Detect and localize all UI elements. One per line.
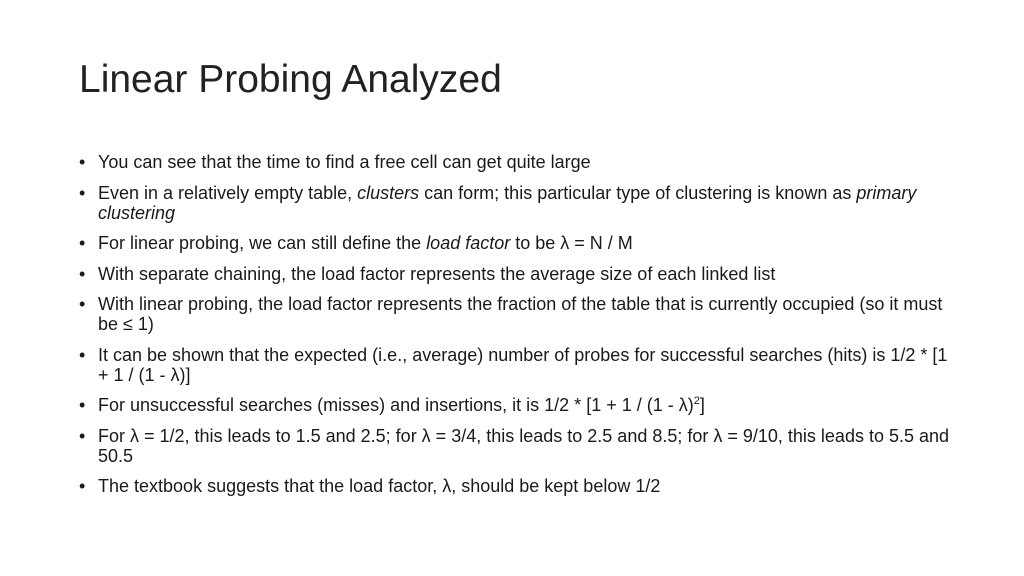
bullet-superscript: 2 xyxy=(693,395,700,407)
bullet-item xyxy=(79,395,959,415)
bullet-text: can form; this particular type of clustering is known as xyxy=(419,182,857,203)
bullet-dot-icon: • xyxy=(79,294,86,314)
slide-title: Linear Probing Analyzed xyxy=(79,58,502,101)
bullet-text: You can see that the time to find a free cell can get quite large xyxy=(98,152,591,172)
bullet-dot-icon: • xyxy=(79,476,86,496)
bullet-emphasis: clusters xyxy=(357,182,420,203)
bullet-item xyxy=(79,183,959,223)
bullet-item xyxy=(79,152,959,172)
bullet-text: With separate chaining, the load factor represents the average size of each linked list xyxy=(98,263,776,284)
bullet-text: For unsuccessful searches (misses) and insertions, it is 1/2 * [1 + 1 / (1 - λ) xyxy=(98,395,694,415)
bullet-item xyxy=(79,294,959,334)
bullet-text: With linear probing, the load factor represents the fraction of the table that is currently occupied (so it must be ≤ 1) xyxy=(98,294,943,334)
bullet-dot-icon: • xyxy=(79,152,86,172)
bullet-text: ] xyxy=(699,395,705,415)
bullet-dot-icon: • xyxy=(79,233,86,253)
bullet-text: For λ = 1/2, this leads to 1.5 and 2.5; for λ = 3/4, this leads to 2.5 and 8.5; for λ = 9/10, this leads to 5.5 and 50.5 xyxy=(98,425,950,466)
bullet-dot-icon: • xyxy=(79,395,86,415)
bullet-item xyxy=(79,345,959,385)
bullet-item xyxy=(79,264,959,284)
bullet-text: The textbook suggests that the load factor, λ, should be kept below 1/2 xyxy=(98,476,661,496)
bullet-dot-icon: • xyxy=(79,344,86,365)
bullet-item xyxy=(79,233,959,253)
bullet-dot-icon: • xyxy=(79,182,86,203)
bullet-text: It can be shown that the expected (i.e., average) number of probes for successful searches (hits) is 1/2 * [1 + 1 / (1 - λ)] xyxy=(98,344,948,385)
bullet-list xyxy=(79,152,959,507)
bullet-emphasis: load factor xyxy=(426,233,511,253)
bullet-text: to be λ = N / M xyxy=(510,233,633,253)
bullet-text: Even in a relatively empty table, xyxy=(98,182,358,203)
bullet-dot-icon: • xyxy=(79,425,86,446)
bullet-dot-icon: • xyxy=(79,263,86,284)
bullet-text: For linear probing, we can still define the xyxy=(98,233,427,253)
bullet-item xyxy=(79,476,959,496)
bullet-emphasis: primary clustering xyxy=(98,182,917,223)
bullet-item xyxy=(79,426,959,466)
